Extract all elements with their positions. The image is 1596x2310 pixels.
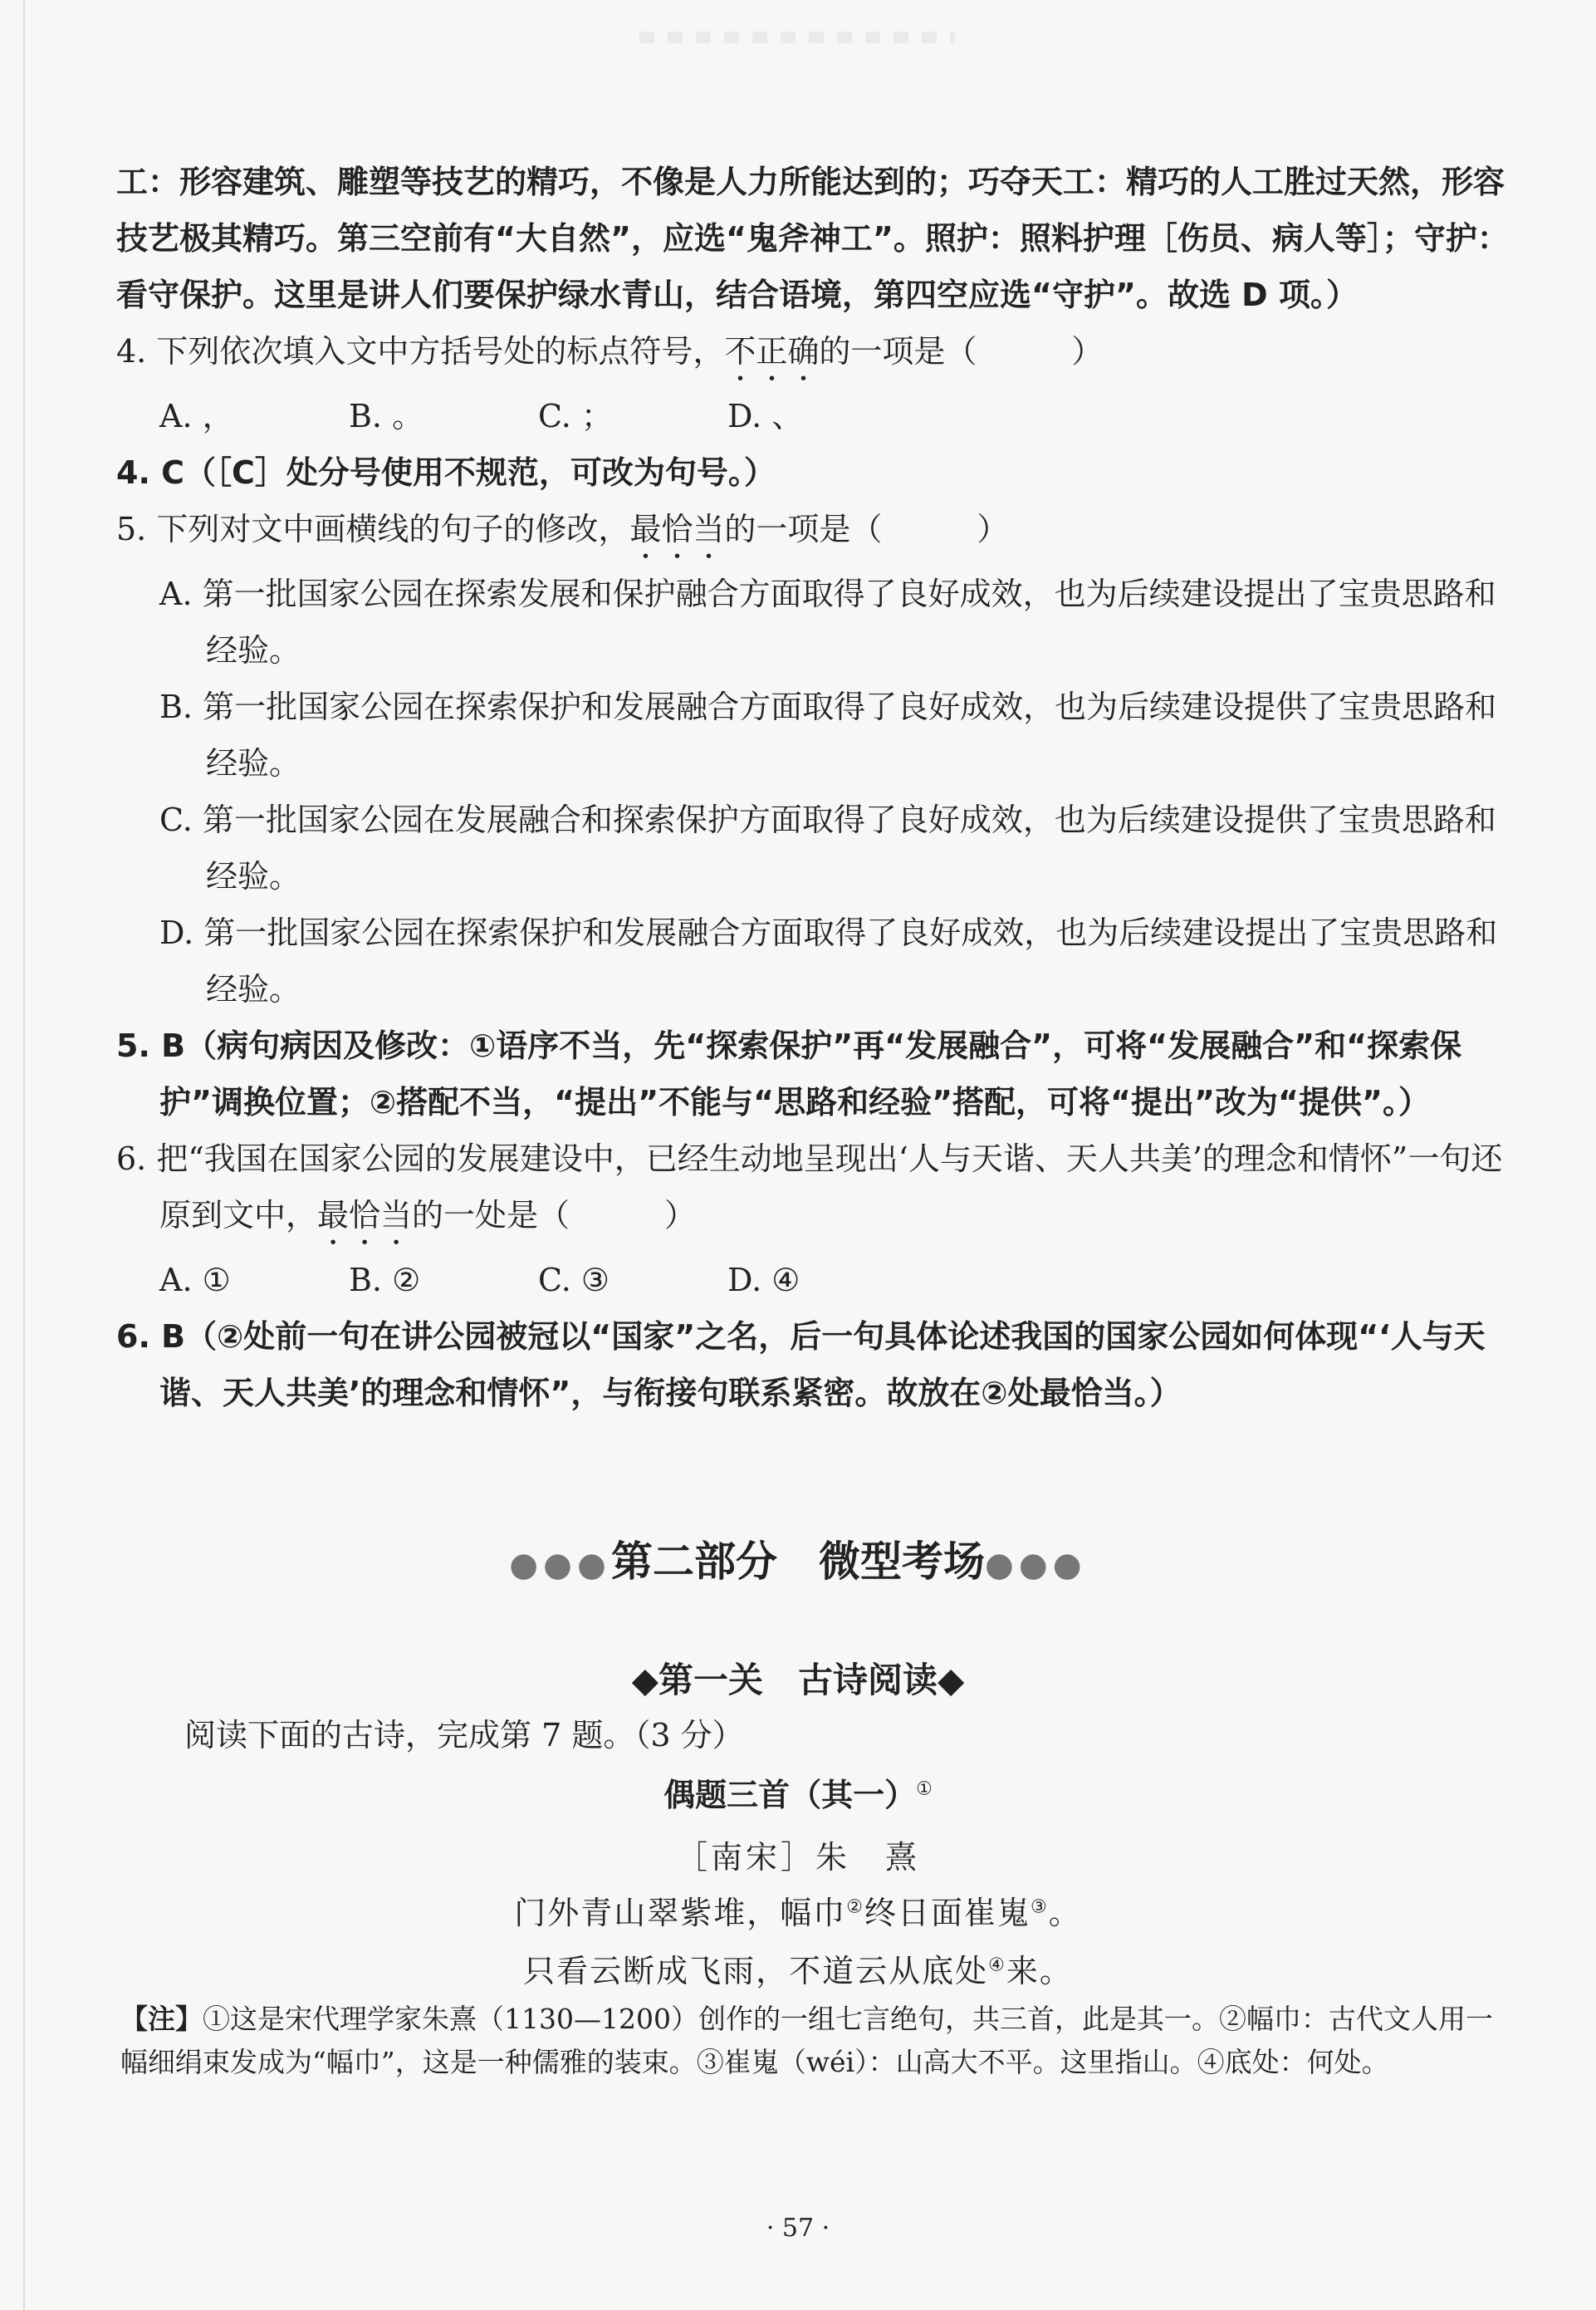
poem-author: ［南宋］朱 熹 xyxy=(675,1839,920,1876)
poem-line-2: 只看云断成飞雨，不道云从底处④来。 xyxy=(523,1953,1073,1989)
footnote-marker: ① xyxy=(916,1778,933,1800)
q5-stem: 5. 下列对文中画横线的句子的修改，最恰当的一项是（ ） xyxy=(116,511,1009,547)
scan-artifact xyxy=(639,32,955,43)
q6-choice-b: B. ② xyxy=(349,1262,421,1298)
question-block xyxy=(116,154,1511,1421)
poem-title: 偶题三首（其一）① xyxy=(663,1777,933,1813)
q6-answer: 6. B（②处前一句在讲公园被冠以“国家”之名，后一句具体论述我国的国家公园如何体现“‘人与天谐、天人共美’的理念和情怀”，与衔接句联系紧密。故放在②处最恰当。） xyxy=(116,1318,1486,1411)
reading-instruction: 阅读下面的古诗，完成第 7 题。（3 分） xyxy=(184,1717,744,1753)
section-heading xyxy=(0,1528,1596,1588)
footnote-marker: ④ xyxy=(988,1954,1006,1976)
q5-option-a: A. 第一批国家公园在探索发展和保护融合方面取得了良好成效，也为后续建设提出了宝贵思路和经验。 xyxy=(159,576,1496,669)
q5-option-d: D. 第一批国家公园在探索保护和发展融合方面取得了良好成效，也为后续建设提出了宝贵思路和经验。 xyxy=(159,915,1498,1008)
q5-option-c: C. 第一批国家公园在发展融合和探索保护方面取得了良好成效，也为后续建设提供了宝贵思路和经验。 xyxy=(159,802,1496,895)
note-tag: 【注】 xyxy=(120,2003,203,2035)
q4-choice-b: B. 。 xyxy=(349,398,424,434)
decorative-dots: ●●● xyxy=(509,1545,611,1584)
q5-answer: 5. B（病句病因及修改：①语序不当，先“探索保护”再“发展融合”，可将“发展融合”和“探索保护”调换位置；②搭配不当，“提出”不能与“思路和经验”搭配，可将“提出”改为“提供”。） xyxy=(116,1027,1462,1121)
emphasis-text: 最恰当 xyxy=(317,1197,413,1233)
section-title-text: 第二部分 微型考场 xyxy=(611,1537,985,1586)
q6-choices xyxy=(116,1252,1511,1308)
footnote-marker: ② xyxy=(846,1896,864,1918)
q6-stem: 6. 把“我国在国家公园的发展建设中，已经生动地呈现出‘人与天谐、天人共美’的理念和情怀”一句还原到文中，最恰当的一处是（ ） xyxy=(116,1140,1503,1233)
emphasis-text: 最恰当 xyxy=(629,511,725,547)
q6-choice-c: C. ③ xyxy=(538,1262,610,1298)
q6-choice-d: D. ④ xyxy=(727,1262,800,1298)
q6-choice-a: A. ① xyxy=(159,1262,231,1298)
decorative-dots: ●●● xyxy=(985,1545,1087,1584)
poem-notes xyxy=(120,1998,1515,2084)
q4-choice-c: C. ； xyxy=(538,398,613,434)
page-number: · 57 · xyxy=(766,2214,830,2243)
level-heading: ◆第一关 古诗阅读◆ xyxy=(631,1660,965,1700)
poem-line-1: 门外青山翠紫堆，幅巾②终日面崔嵬③。 xyxy=(514,1895,1082,1931)
emphasis-text: 不正确 xyxy=(724,333,820,370)
q4-stem: 4. 下列依次填入文中方括号处的标点符号，不正确的一项是（ ） xyxy=(116,333,1104,370)
q4-choice-a: A. ， xyxy=(159,398,234,434)
footnote-marker: ③ xyxy=(1031,1896,1049,1918)
q4-choices xyxy=(116,388,1511,444)
q4-answer: 4. C（［C］处分号使用不规范，可改为句号。） xyxy=(116,454,776,491)
note-text: ①这是宋代理学家朱熹（1130—1200）创作的一组七言绝句，共三首，此是其一。②幅巾：古代文人用一幅细绢束发成为“幅巾”，这是一种儒雅的装束。③崔嵬（wéi）：山高大不平。这里指山。④底处：何处。 xyxy=(120,2003,1493,2078)
q3-answer-continuation: 工：形容建筑、雕塑等技艺的精巧，不像是人力所能达到的；巧夺天工：精巧的人工胜过天然，形容技艺极其精巧。第三空前有“大自然”，应选“鬼斧神工”。照护：照料护理［伤员、病人等］；守护：看守保护。这里是讲人们要保护绿水青山，结合语境，第四空应选“守护”。故选 D 项。） xyxy=(116,164,1509,313)
q4-choice-d: D. 、 xyxy=(727,398,804,434)
q5-option-b: B. 第一批国家公园在探索保护和发展融合方面取得了良好成效，也为后续建设提供了宝贵思路和经验。 xyxy=(159,689,1497,782)
